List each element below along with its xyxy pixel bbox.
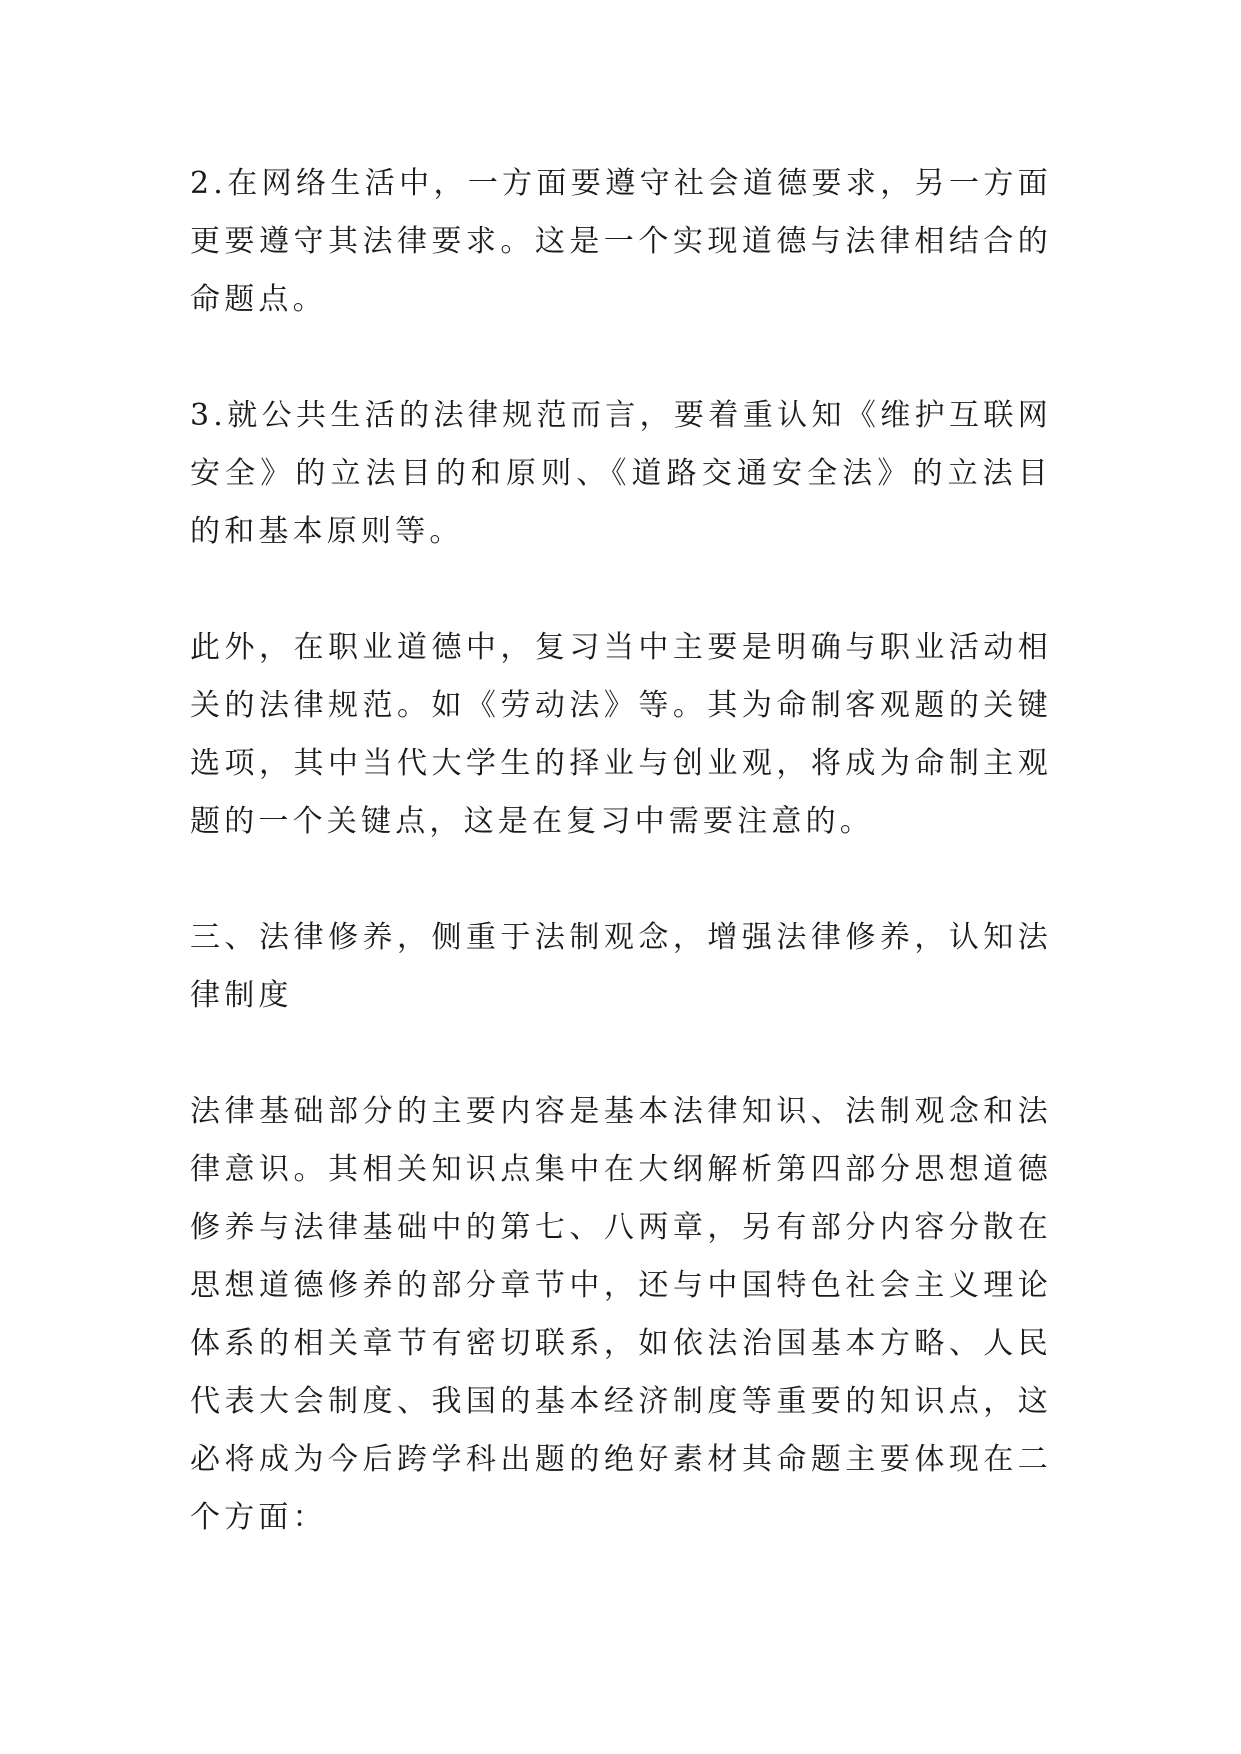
document-body xyxy=(190,155,1052,1547)
paragraph-point-3: 3.就公共生活的法律规范而言，要着重认知《维护互联网安全》的立法目的和原则、《道路交通安全法》的立法目的和基本原则等。 xyxy=(190,398,1052,549)
paragraph-legal-basics: 法律基础部分的主要内容是基本法律知识、法制观念和法律意识。其相关知识点集中在大纲解析第四部分思想道德修养与法律基础中的第七、八两章，另有部分内容分散在思想道德修养的部分章节中，还与中国特色社会主义理论体系的相关章节有密切联系，如依法治国基本方略、人民代表大会制度、我国的基本经济制度等重要的知识点，这必将成为今后跨学科出题的绝好素材其命题主要体现在二个方面： xyxy=(190,1094,1052,1535)
paragraph-point-2: 2.在网络生活中，一方面要遵守社会道德要求，另一方面更要遵守其法律要求。这是一个实现道德与法律相结合的命题点。 xyxy=(190,166,1052,317)
section-heading-legal-cultivation: 三、法律修养，侧重于法制观念，增强法律修养，认知法律制度 xyxy=(190,920,1052,1013)
paragraph-professional-ethics: 此外，在职业道德中，复习当中主要是明确与职业活动相关的法律规范。如《劳动法》等。其为命制客观题的关键选项，其中当代大学生的择业与创业观，将成为命制主观题的一个关键点，这是在复习中需要注意的。 xyxy=(190,630,1052,839)
